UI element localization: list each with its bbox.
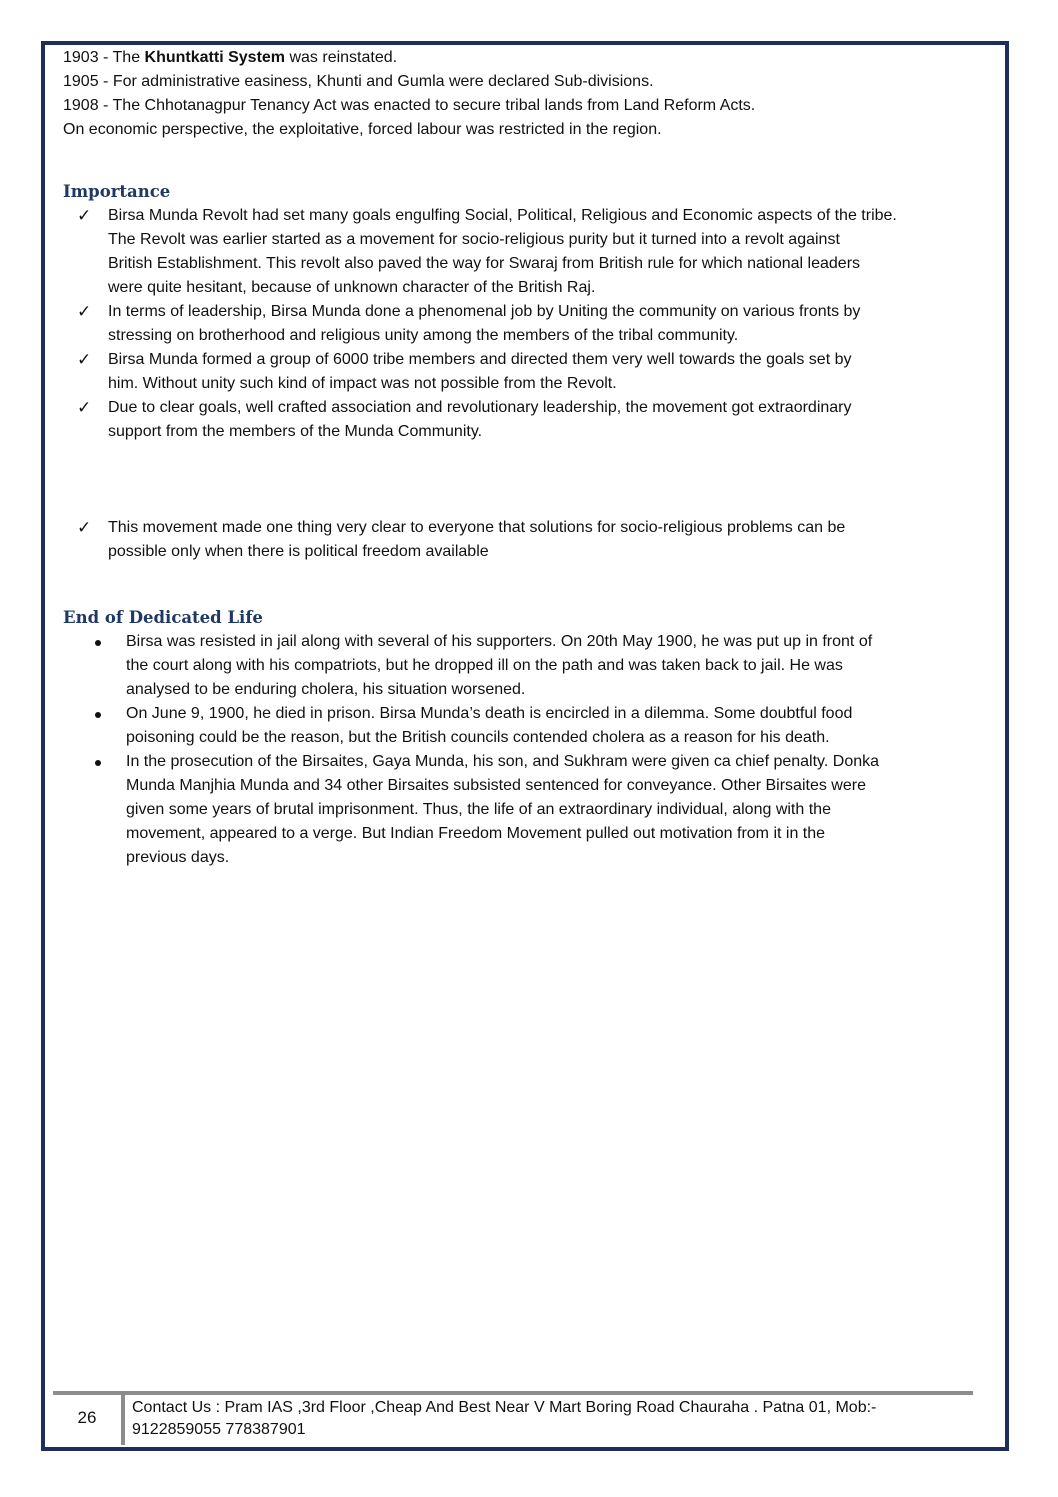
list-item: ✓ Birsa Munda Revolt had set many goals engulfing Social, Political, Religious and Economic aspects of the tribe. The Revolt was earlier started as a movement for socio-religious purity but it turned into a revolt against British Establishment. This revolt also paved the way for Swaraj from British rule for which national leaders were quite hesitant, because of unknown character of the British Raj. (77, 206, 897, 296)
timeline-1903: 1903 - The Khuntkatti System was reinstated. (63, 49, 398, 66)
list-item: ✓ Due to clear goals, well crafted association and revolutionary leadership, the movement got extraordinary support from the members of the Munda Community. (77, 398, 852, 440)
footer-divider (121, 1395, 125, 1445)
list-item: Birsa was resisted in jail along with several of his supporters. On 20th May 1900, he was put up in front of the court along with his compatriots, but he dropped ill on the path and was taken back to jail. He was analysed to be enduring cholera, his situation worsened. (63, 630, 993, 702)
page-content (63, 46, 993, 870)
khuntkatti-system-term: Khuntkatti System (144, 49, 286, 66)
end-of-life-heading: End of Dedicated Life (63, 608, 263, 627)
checkmark-icon: ✓ (77, 302, 92, 321)
importance-list (63, 204, 993, 564)
end-of-life-list (63, 630, 993, 870)
list-item: On June 9, 1900, he died in prison. Birsa Munda’s death is encircled in a dilemma. Some doubtful food poisoning could be the reason, but the British councils contended cholera as a reason for his death. (63, 702, 993, 750)
footer-contact: Contact Us : Pram IAS ,3rd Floor ,Cheap And Best Near V Mart Boring Road Chauraha . Patna 01, Mob:- 9122859055 778387901 (132, 1399, 877, 1438)
economic-note: On economic perspective, the exploitative, forced labour was restricted in the region. (63, 121, 662, 138)
checkmark-icon: ✓ (77, 350, 92, 369)
list-item: In the prosecution of the Birsaites, Gaya Munda, his son, and Sukhram were given ca chief penalty. Donka Munda Manjhia Munda and 34 other Birsaites subsisted sentenced for conveyance. Other Birsaites were given some years of brutal imprisonment. Thus, the life of an extraordinary individual, along with the movement, appeared to a verge. But Indian Freedom Movement pulled out motivation from it in the previous days. (63, 750, 993, 870)
list-item: ✓ This movement made one thing very clear to everyone that solutions for socio-religious problems can be possible only when there is political freedom available (77, 518, 846, 560)
timeline-1905: 1905 - For administrative easiness, Khunti and Gumla were declared Sub-divisions. (63, 73, 654, 90)
bullet-icon (95, 760, 101, 766)
page-number: 26 (77, 1408, 97, 1427)
importance-heading: Importance (63, 182, 171, 201)
bullet-icon (95, 712, 101, 718)
checkmark-icon: ✓ (77, 206, 92, 225)
timeline-1908: 1908 - The Chhotanagpur Tenancy Act was enacted to secure tribal lands from Land Reform Acts. (63, 97, 756, 114)
checkmark-icon: ✓ (77, 398, 92, 417)
footer-rule (53, 1391, 973, 1395)
list-item: ✓ Birsa Munda formed a group of 6000 tribe members and directed them very well towards the goals set by him. Without unity such kind of impact was not possible from the Revolt. (77, 350, 852, 392)
bullet-icon (95, 640, 101, 646)
list-item: ✓ In terms of leadership, Birsa Munda done a phenomenal job by Uniting the community on various fronts by stressing on brotherhood and religious unity among the members of the tribal community. (77, 302, 861, 344)
checkmark-icon: ✓ (77, 518, 92, 537)
